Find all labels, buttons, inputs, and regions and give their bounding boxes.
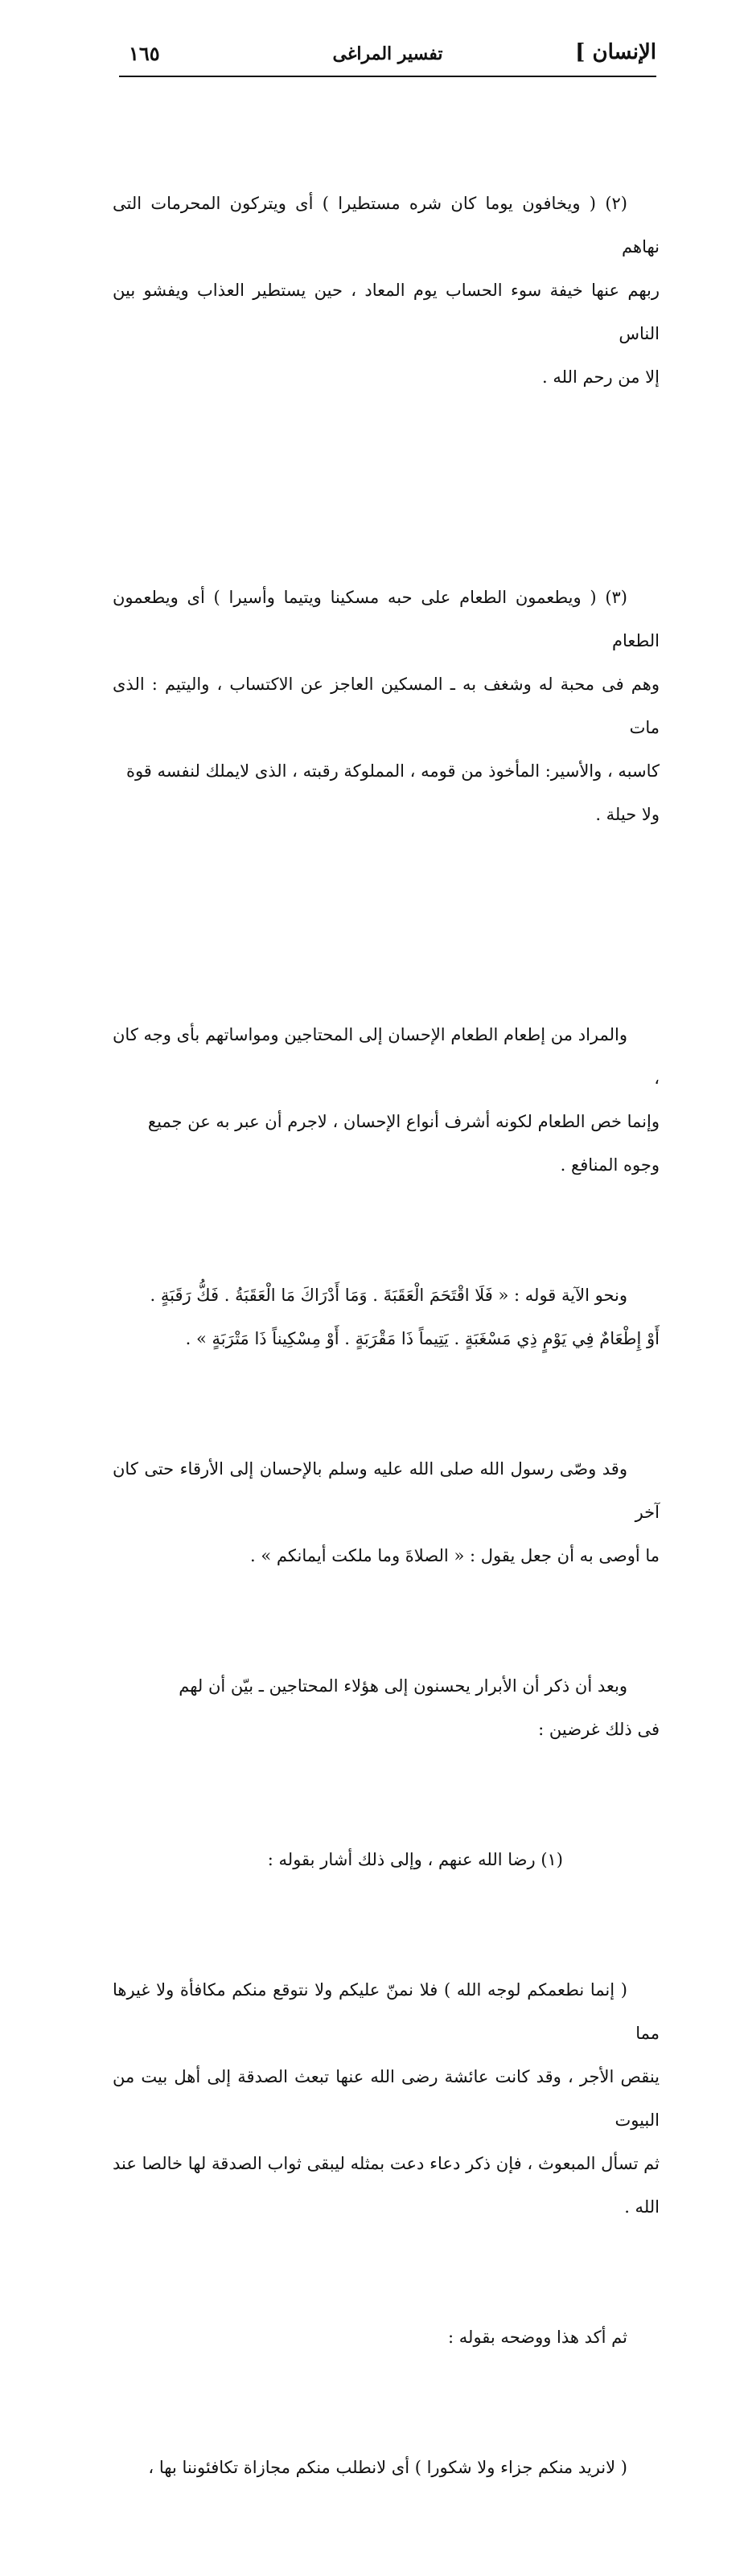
paragraph-emphasis: ثم أكد هذا ووضحه بقوله : — [448, 2328, 627, 2347]
page-number: ١٦٥ — [129, 42, 160, 65]
paragraph-meaning: والمراد من إطعام الطعام الإحسان إلى المحتاجين ومواساتهم بأى وجه كان ، وإنما خص الطعام لكونه أشرف أنواع الإحسان ، لاجرم أن عبر به عن جميع وجوه المنافع . — [113, 1025, 660, 1175]
book-title: تفسير المراغى — [332, 43, 443, 64]
paragraph-two-aims: وبعد أن ذكر أن الأبرار يحسنون إلى هؤلاء المحتاجين ـ بيّن أن لهم فى ذلك غرضين : — [179, 1676, 660, 1739]
paragraph-verse-2: (٢) ( ويخافون يوما كان شره مستطيرا ) أى ويتركون المحرمات التى نهاهم ربهم عنها خيفة سوء الحساب يوم المعاد ، حين يستطير العذاب ويفشو بين الناس إلا من رحم الله . — [113, 194, 660, 387]
paragraph-verse-3: (٣) ( ويطعمون الطعام على حبه مسكينا ويتيما وأسيرا ) أى ويطعمون الطعام وهم فى محبة له وشغف به ـ المسكين العاجز عن الاكتساب ، واليتيم : الذى مات كاسبه ، والأسير: المأخوذ من قومه ، المملوكة رقبته ، الذى لايملك لنفسه قوة ولا حيلة . — [113, 588, 660, 824]
paragraph-aim-1: (١) رضا الله عنهم ، وإلى ذلك أشار بقوله : — [267, 1850, 563, 1869]
page-header — [119, 35, 656, 77]
paragraph-quran-citation: ونحو الآية قوله : « فَلَا اقْتَحَمَ الْعَقَبَةَ . وَمَا أَدْرَاكَ مَا الْعَقَبَةُ . فَكُّ رَقَبَةٍ . أَوْ إِطْعَامٌ فِي يَوْمٍ ذِي مَسْغَبَةٍ . يَتِيماً ذَا مَقْرَبَةٍ . أَوْ مِسْكِيناً ذَا مَتْرَبَةٍ » . — [150, 1286, 660, 1348]
paragraph-hadith: وقد وصّى رسول الله صلى الله عليه وسلم بالإحسان إلى الأرقاء حتى كان آخر ما أوصى به أن جعل يقول : « الصلاةَ وما ملكت أيمانكم » . — [113, 1459, 660, 1565]
paragraph-no-reward: ( لانريد منكم جزاء ولا شكورا ) أى لانطلب منكم مجازاة تكافئوننا بها ، — [148, 2458, 627, 2477]
surah-name: الإنسان ] — [575, 40, 656, 64]
page-body — [113, 95, 660, 2477]
paragraph-verse-9: ( إنما نطعمكم لوجه الله ) فلا نمنّ عليكم ولا نتوقع منكم مكافأة ولا غيرها مما ينقص الأجر ، وقد كانت عائشة رضى الله عنها تبعث الصدقة إلى أهل بيت من البيوت ثم تسأل المبعوث ، فإن ذكر دعاء دعت بمثله ليبقى ثواب الصدقة لها خالصا عند الله . — [113, 1980, 660, 2217]
